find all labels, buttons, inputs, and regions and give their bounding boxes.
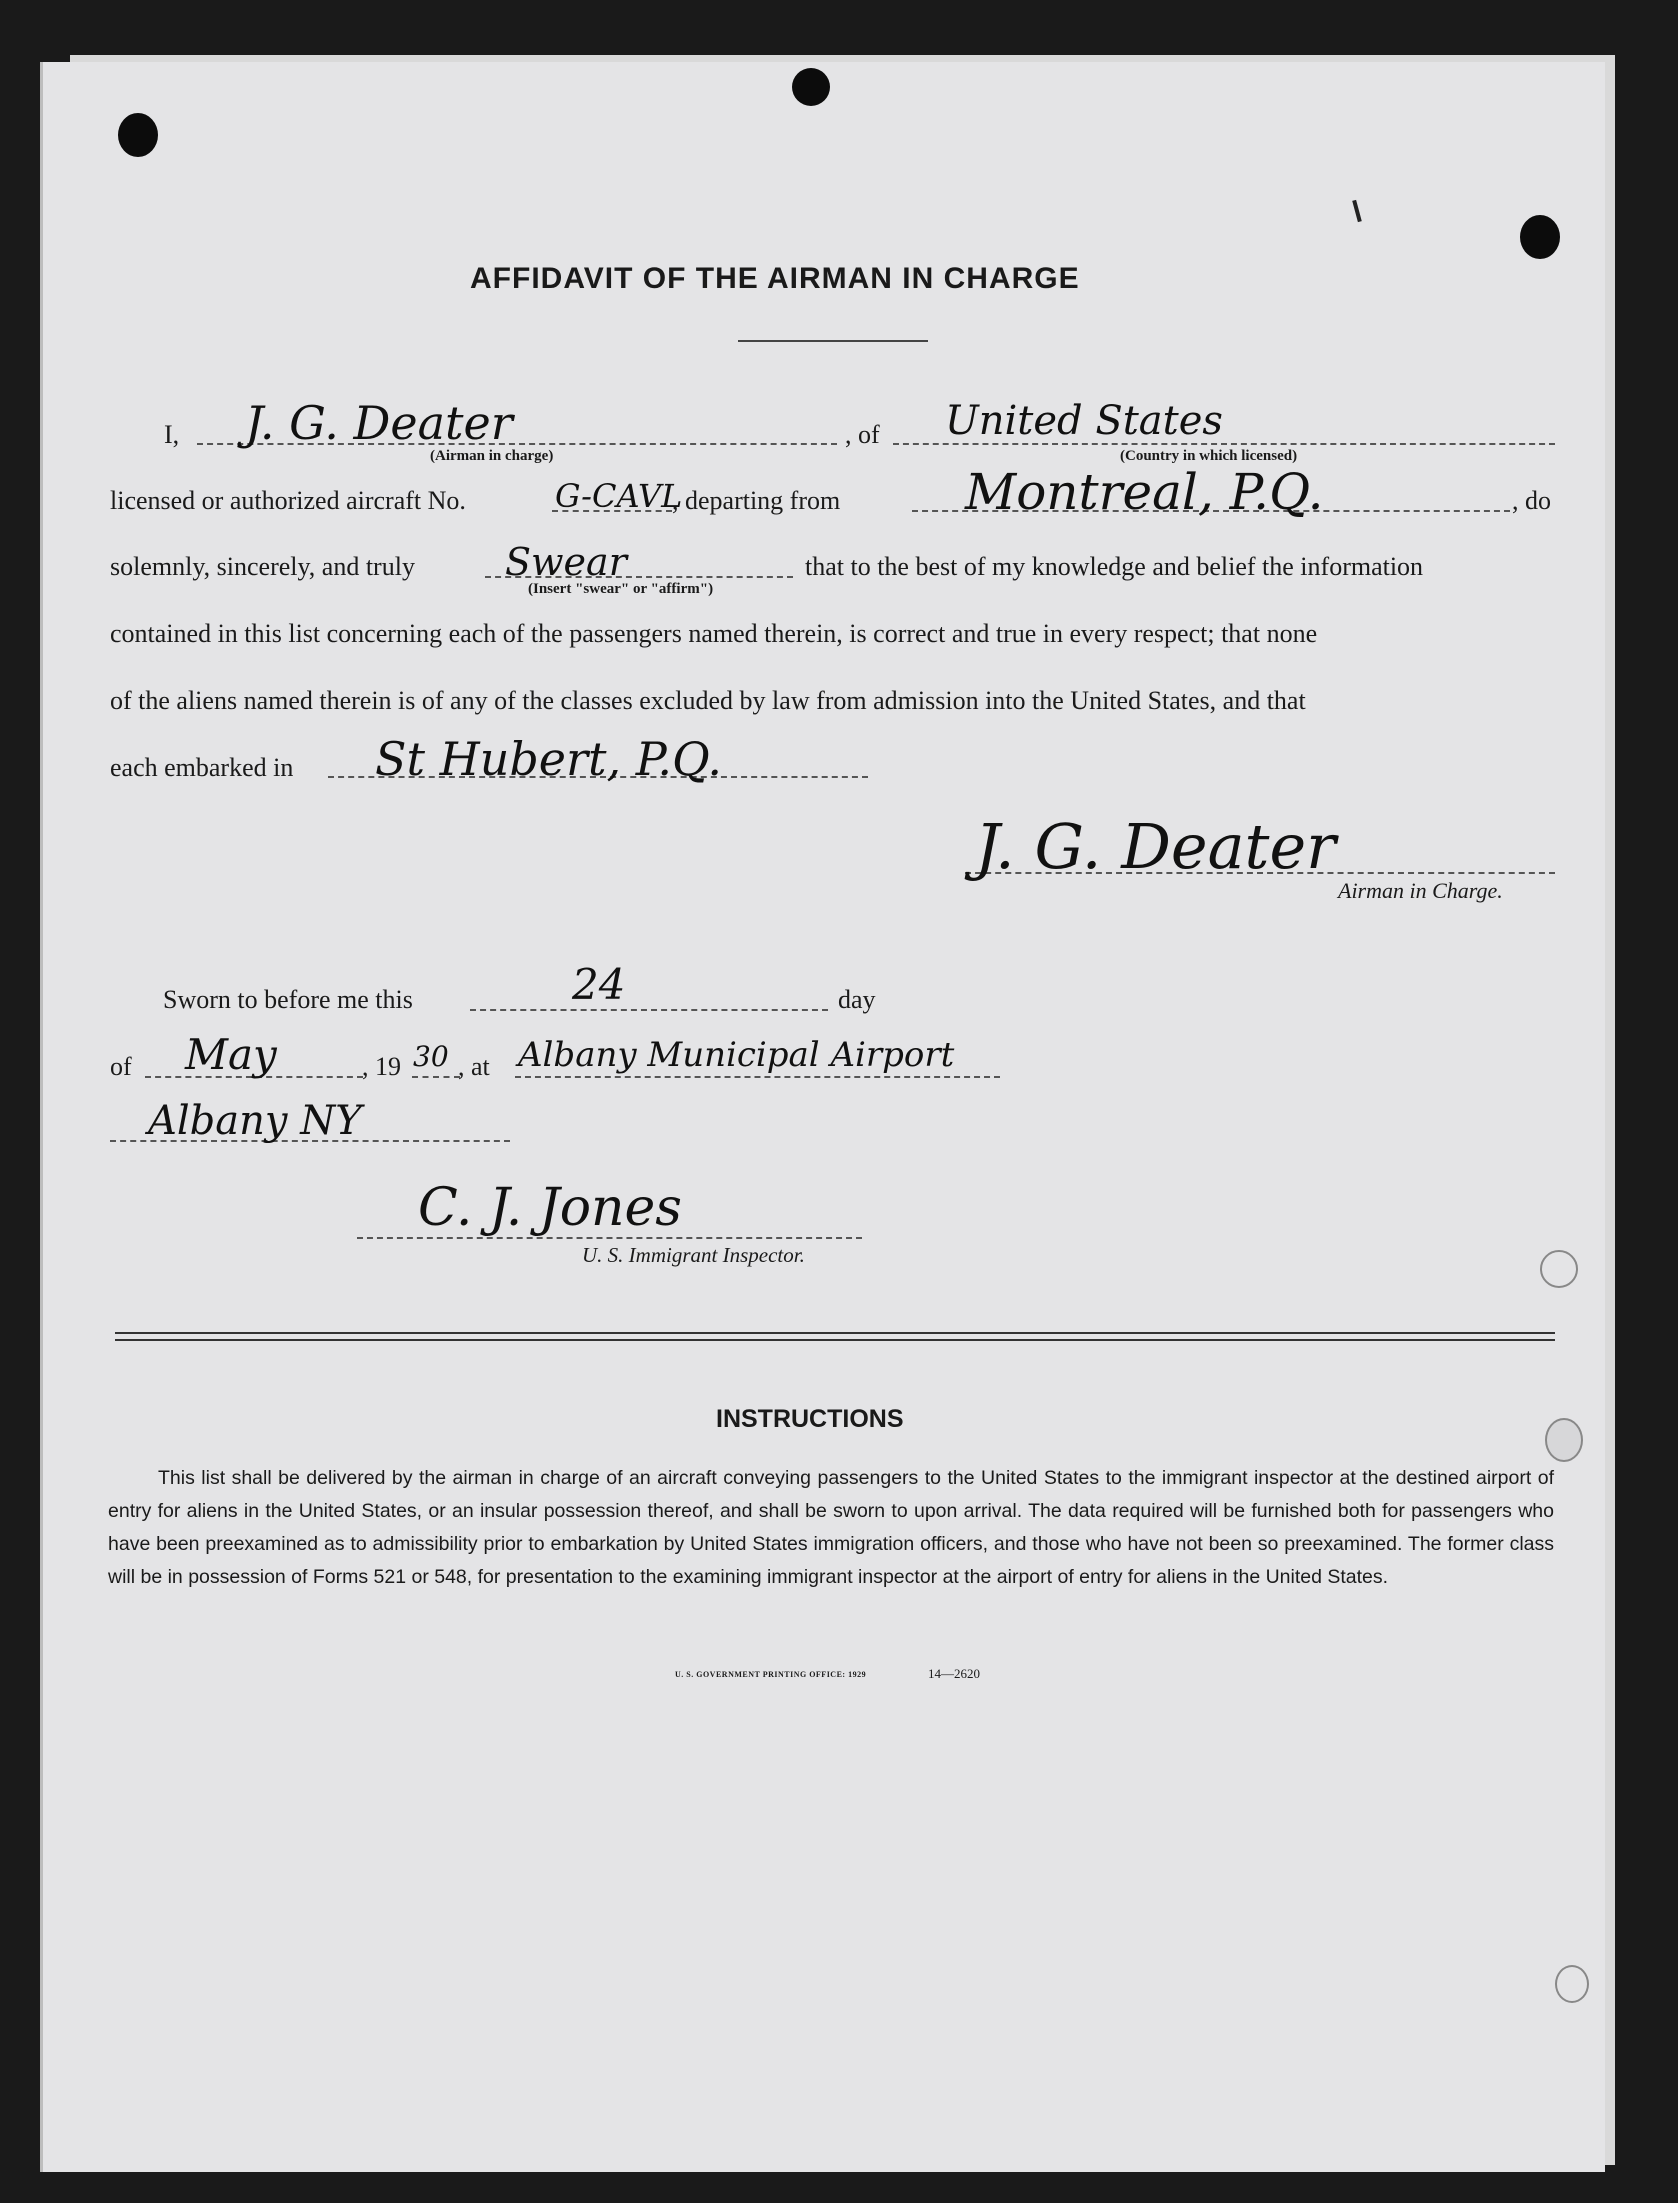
day-field <box>470 1009 828 1011</box>
clip-mark <box>1540 1250 1578 1288</box>
divider-rule <box>115 1339 1555 1341</box>
oath-caption: (Insert "swear" or "affirm") <box>528 581 714 597</box>
country-handwritten: United States <box>945 398 1223 444</box>
line5-text: of the aliens named therein is of any of the classes excluded by law from admission into the United States, and that <box>110 686 1306 715</box>
line2-suffix: , do <box>1512 486 1551 515</box>
airman-signature: J. G. Deater <box>975 810 1336 883</box>
inspector-signature: C. J. Jones <box>418 1178 682 1238</box>
title-underline <box>738 340 928 342</box>
aircraft-no-handwritten: G-CAVL <box>555 477 683 515</box>
embarked-in-handwritten: St Hubert, P.Q. <box>375 732 723 786</box>
sworn-prefix: Sworn to before me this <box>163 985 413 1014</box>
line1-of: , of <box>845 420 880 449</box>
place-field <box>515 1076 1000 1078</box>
country-caption: (Country in which licensed) <box>1120 448 1298 464</box>
divider-rule <box>115 1332 1555 1334</box>
inspector-label: U. S. Immigrant Inspector. <box>582 1243 805 1267</box>
place-line2-handwritten: Albany NY <box>148 1098 362 1144</box>
sworn-year-prefix: , 19 <box>362 1052 401 1081</box>
printer-imprint: U. S. GOVERNMENT PRINTING OFFICE: 1929 <box>675 1670 867 1679</box>
year-field <box>412 1076 460 1078</box>
line2-prefix: licensed or authorized aircraft No. <box>110 486 466 515</box>
line4-text: contained in this list concerning each of the passengers named therein, is correct and true in every respect; that none <box>110 619 1318 648</box>
line3-prefix: solemnly, sincerely, and truly <box>110 552 415 581</box>
punch-hole-top-center <box>792 68 830 106</box>
line2-departing: , departing from <box>672 486 841 515</box>
sworn-at: , at <box>458 1052 490 1081</box>
oath-handwritten: Swear <box>505 540 627 584</box>
instructions-body: This list shall be delivered by the airman in charge of an aircraft conveying passengers to the United States to the immigrant inspector at the destined airport of entry for aliens in the United States, or an insular possession thereof, and shall be sworn to upon arrival. The data required will be furnished both for passengers who have been preexamined as to admissibility prior to embarkation by United States immigration officers, and those who have not been so preexamined. The former class will be in possession of Forms 521 or 548, for presentation to the examining immigrant inspector at the airport of entry for aliens in the United States. <box>108 1467 1554 1588</box>
line6-prefix: each embarked in <box>110 753 294 782</box>
airman-in-charge-label: Airman in Charge. <box>1338 878 1503 903</box>
line3-suffix: that to the best of my knowledge and belief the information <box>805 552 1424 581</box>
year-handwritten: 30 <box>413 1040 449 1073</box>
day-handwritten: 24 <box>572 960 626 1009</box>
sworn-of: of <box>110 1052 132 1081</box>
clip-mark <box>1545 1418 1583 1462</box>
airman-name-handwritten: J. G. Deater <box>245 396 513 450</box>
airman-caption: (Airman in charge) <box>430 448 554 464</box>
punch-hole-top-right <box>1520 215 1560 259</box>
month-handwritten: May <box>185 1030 277 1079</box>
punch-hole-top-left <box>118 113 158 157</box>
clip-mark <box>1555 1965 1589 2003</box>
page-title: AFFIDAVIT OF THE AIRMAN IN CHARGE <box>470 262 1080 295</box>
sworn-suffix: day <box>838 985 876 1014</box>
form-number: 14—2620 <box>928 1666 980 1681</box>
place-line1-handwritten: Albany Municipal Airport <box>518 1035 955 1075</box>
instructions-title: INSTRUCTIONS <box>716 1405 904 1433</box>
line1-prefix: I, <box>164 420 180 449</box>
departing-from-handwritten: Montreal, P.Q. <box>965 463 1324 521</box>
